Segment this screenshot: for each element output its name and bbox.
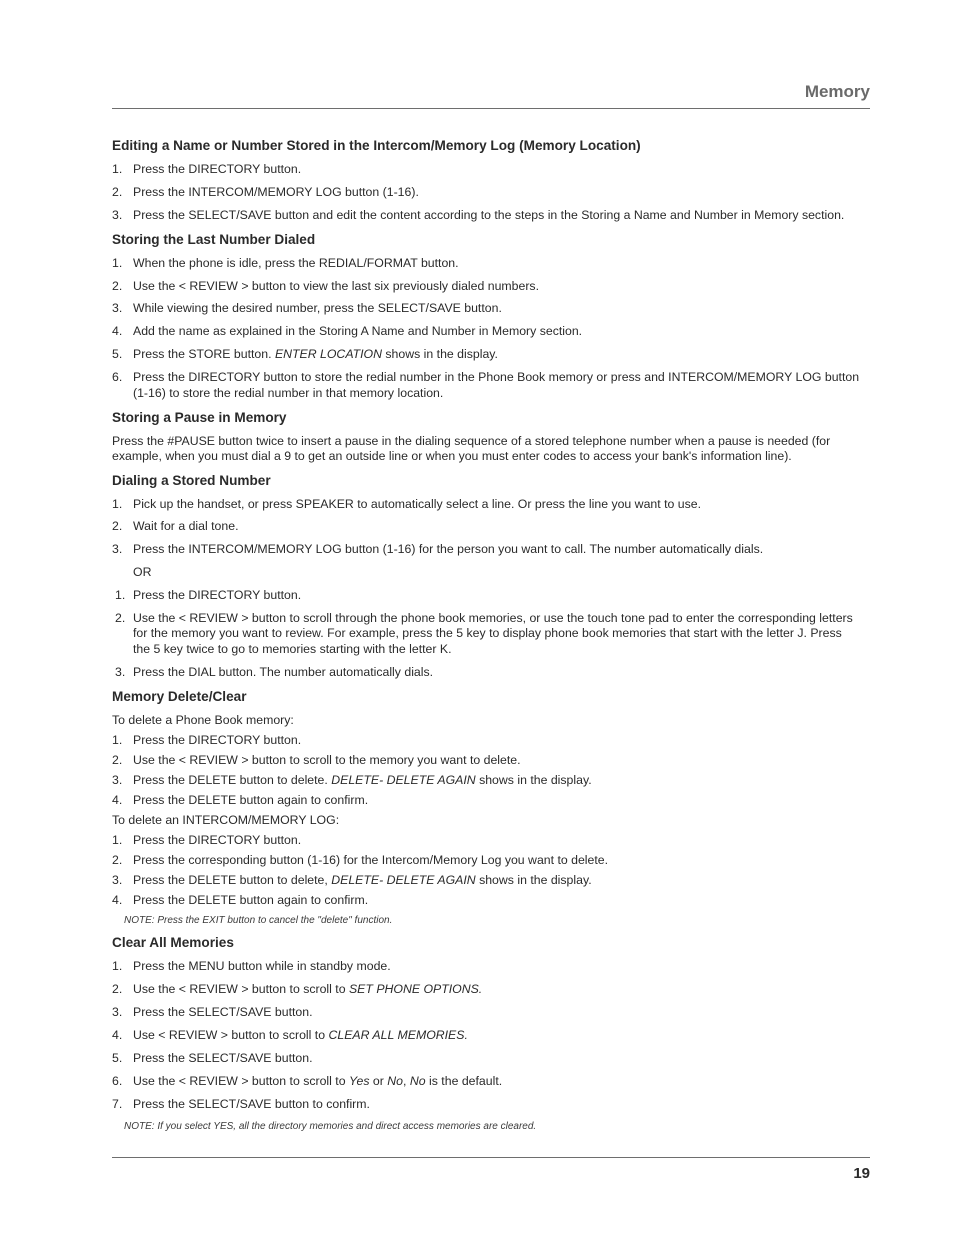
list-item: 2. Press the corresponding button (1-16) for the Intercom/Memory Log you want to delete.	[112, 852, 609, 867]
page-header	[112, 80, 870, 109]
delete-note: NOTE: Press the EXIT button to cancel the "delete" function.	[124, 914, 393, 926]
list-item: 6. Use the < REVIEW > button to scroll to Yes or No, No is the default.	[112, 1073, 503, 1088]
list-item: 2. Use the < REVIEW > button to scroll to the memory you want to delete.	[112, 752, 521, 767]
list-item: 3. Press the DELETE button to delete, DELETE- DELETE AGAIN shows in the display.	[112, 872, 592, 887]
section-label: Memory	[804, 82, 870, 101]
heading-pause: Storing a Pause in Memory	[112, 409, 287, 425]
clear-all-note: NOTE: If you select YES, all the directory memories and direct access memories are cleared.	[124, 1121, 537, 1133]
heading-clear-all: Clear All Memories	[112, 935, 234, 951]
page-content	[112, 137, 862, 1141]
page-number: 19	[853, 1165, 870, 1182]
list-item: 2. Use the < REVIEW > button to scroll through the phone book memories, or use the touch tone pad to enter the corresponding letters for the memory you want to review. For example, press the 5 key to display phone book memories that start with the letter J. Press the 5 key twice to go to memories starting with the letter K.	[115, 610, 853, 656]
clear-all-steps	[112, 959, 862, 1112]
heading-dialing: Dialing a Stored Number	[112, 472, 271, 488]
heading-delete: Memory Delete/Clear	[112, 688, 247, 704]
list-item: 7. Press the SELECT/SAVE button to confirm.	[112, 1096, 370, 1111]
list-item: 5. Press the SELECT/SAVE button.	[112, 1050, 313, 1065]
pause-text: Press the #PAUSE button twice to insert a pause in the dialing sequence of a stored telephone number when a pause is needed (for example, when you must dial a 9 to get an outside line or when you must enter codes to access your bank's information line).	[112, 433, 831, 464]
list-item: 3. Press the SELECT/SAVE button and edit the content according to the steps in the Storing a Name and Number in Memory section.	[112, 207, 845, 222]
list-item: 5. Press the STORE button. ENTER LOCATION shows in the display.	[112, 347, 498, 362]
list-item: 3. Press the SELECT/SAVE button.	[112, 1005, 313, 1020]
list-item: 1. When the phone is idle, press the REDIAL/FORMAT button.	[112, 255, 459, 270]
list-item: 1. Press the DIRECTORY button.	[115, 588, 302, 603]
phonebook-delete-steps	[112, 733, 862, 809]
list-item: 6. Press the DIRECTORY button to store the redial number in the Phone Book memory or press and INTERCOM/MEMORY LOG button (1-16) to store the redial number in that memory location.	[112, 370, 860, 400]
heading-storing-last: Storing the Last Number Dialed	[112, 231, 316, 247]
list-item: 3. Press the DIAL button. The number automatically dials.	[115, 664, 434, 679]
page-footer	[112, 1157, 870, 1182]
list-item: 2. Use the < REVIEW > button to view the last six previously dialed numbers.	[112, 278, 539, 293]
list-item: 3. While viewing the desired number, press the SELECT/SAVE button.	[112, 301, 502, 316]
list-item: 4. Press the DELETE button again to confirm.	[112, 792, 369, 807]
intercom-delete-steps	[112, 833, 862, 909]
list-item: 1. Press the DIRECTORY button.	[112, 162, 302, 176]
list-item: 4. Add the name as explained in the Storing A Name and Number in Memory section.	[112, 324, 583, 339]
list-item: 1. Pick up the handset, or press SPEAKER to automatically select a line. Or press the line you want to use.	[112, 496, 701, 511]
phonebook-delete-intro: To delete a Phone Book memory:	[112, 712, 294, 727]
list-item: 3. Press the INTERCOM/MEMORY LOG button (1-16) for the person you want to call. The number automatically dials.	[112, 542, 764, 557]
heading-editing: Editing a Name or Number Stored in the Intercom/Memory Log (Memory Location)	[112, 138, 641, 153]
dialing-steps-b	[112, 588, 862, 680]
dialing-steps-a	[112, 497, 862, 558]
editing-steps	[112, 162, 862, 223]
or-separator: OR	[133, 565, 152, 580]
list-item: 1. Press the DIRECTORY button.	[112, 732, 302, 747]
list-item: 4. Use < REVIEW > button to scroll to CLEAR ALL MEMORIES.	[112, 1027, 468, 1042]
intercom-delete-intro: To delete an INTERCOM/MEMORY LOG:	[112, 812, 340, 827]
list-item: 1. Press the DIRECTORY button.	[112, 832, 302, 847]
list-item: 3. Press the DELETE button to delete. DELETE- DELETE AGAIN shows in the display.	[112, 772, 592, 787]
list-item: 2. Press the INTERCOM/MEMORY LOG button (1-16).	[112, 184, 419, 199]
list-item: 2. Use the < REVIEW > button to scroll to SET PHONE OPTIONS.	[112, 982, 483, 997]
list-item: 1. Press the MENU button while in standby mode.	[112, 959, 391, 974]
list-item: 4. Press the DELETE button again to confirm.	[112, 892, 369, 907]
storing-last-steps	[112, 256, 862, 401]
list-item: 2. Wait for a dial tone.	[112, 519, 239, 534]
